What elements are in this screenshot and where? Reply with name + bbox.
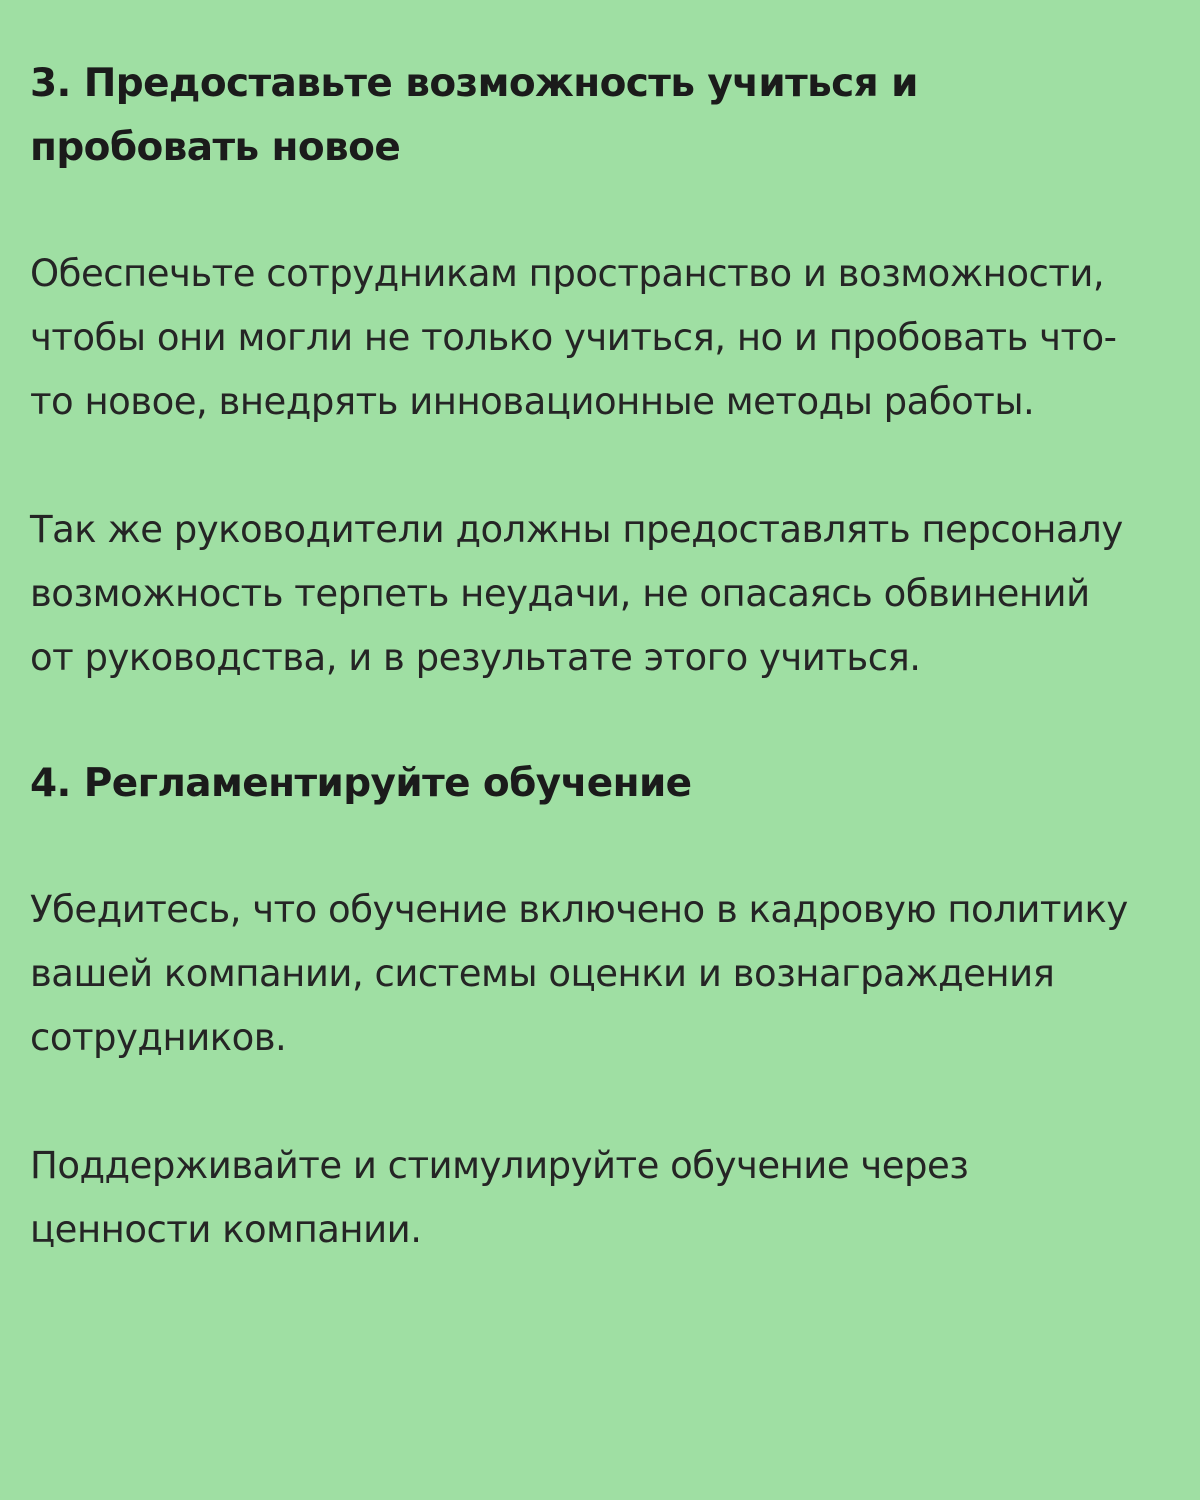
section-title: 3. Предоставьте возможность учиться и пробовать новое <box>30 61 918 170</box>
paragraph-workspace-opportunities: Обеспечьте сотрудникам пространство и возможности, чтобы они могли не только учиться, но и пробовать что-то новое, внедрять инновационные методы работы. <box>30 252 1117 423</box>
paragraph-failure-tolerance: Так же руководители должны предоставлять персоналу возможность терпеть неудачи, не опасаясь обвинений от руководства, и в результате этого учиться. <box>30 508 1123 679</box>
paragraph-hr-policy: Убедитесь, что обучение включено в кадровую политику вашей компании, системы оценки и вознаграждения сотрудников. <box>30 888 1128 1059</box>
section-learning-opportunities <box>30 52 1140 690</box>
section-title: 4. Регламентируйте обучение <box>30 761 692 806</box>
paragraph-company-values: Поддерживайте и стимулируйте обучение через ценности компании. <box>30 1144 969 1251</box>
section-regulate-learning <box>30 752 1140 1262</box>
